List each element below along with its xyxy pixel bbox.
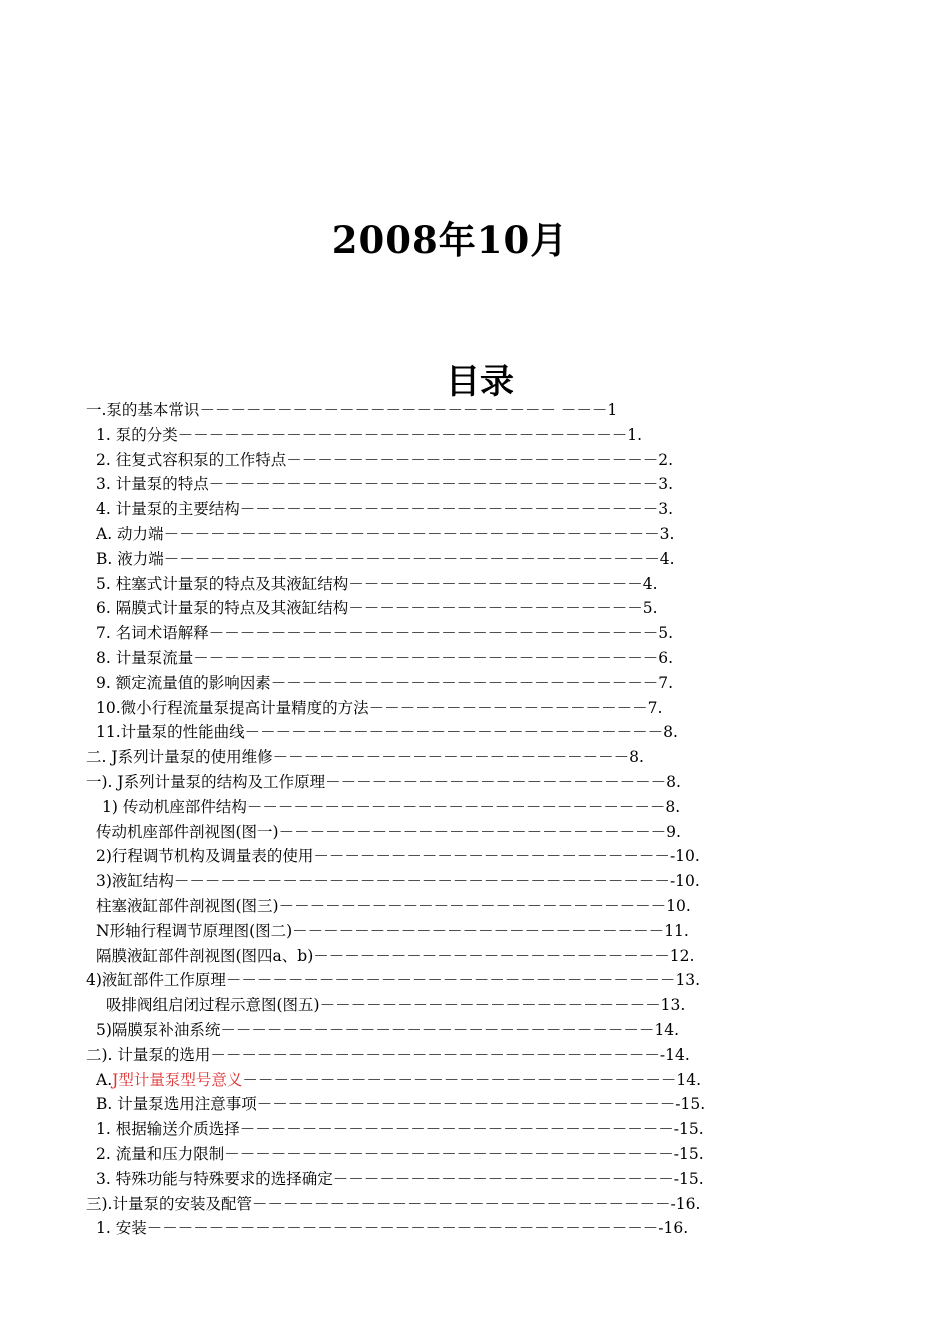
toc-page-number: -14. — [659, 1045, 690, 1064]
toc-entry[interactable] — [86, 1068, 786, 1093]
toc-leader-dashes: －－－－－－－－－－－－－－－－－－－－－－－－－－－－－ — [225, 971, 676, 990]
toc-leader-dashes: －－－－－－－－－－－－－－－－－－－－－－－ －－－ — [199, 401, 608, 419]
toc-entry[interactable] — [86, 696, 786, 721]
toc-entry-text: 11.计量泵的性能曲线 — [96, 723, 245, 742]
toc-entry-text: 二. J系列计量泵的使用维修 — [86, 748, 273, 767]
toc-entry-text: 2. 流量和压力限制 — [96, 1144, 225, 1163]
toc-leader-dashes: －－－－－－－－－－－－－－－－－－－－－－ — [325, 772, 667, 791]
toc-leader-dashes: －－－－－－－－－－－－－－－－－－－－－－－－－－－ — [246, 797, 666, 816]
toc-entry-text: 5. 柱塞式计量泵的特点及其液缸结构 — [96, 574, 349, 593]
toc-page-number: 8. — [666, 772, 681, 791]
toc-entry-text: 2)行程调节机构及调量表的使用 — [96, 847, 314, 866]
toc-page-number: 3. — [658, 475, 674, 494]
toc-leader-dashes: －－－－－－－－－－－－－－－－－－－－－－－－－－－－－－－－ — [173, 872, 670, 891]
toc-entry-text: 1. 安装 — [96, 1219, 147, 1238]
toc-entry-text: 吸排阀组启闭过程示意图(图五) — [106, 996, 320, 1015]
toc-leader-dashes: －－－－－－－－－－－－－－－－－－－－－－－－－－－－－ — [208, 475, 659, 494]
toc-entry[interactable] — [86, 646, 786, 671]
toc-page-number: 10. — [666, 896, 691, 915]
toc-entry-text: 1. 泵的分类 — [96, 425, 178, 444]
toc-entry[interactable] — [86, 497, 786, 522]
toc-entry[interactable] — [86, 572, 786, 597]
toc-leader-dashes: －－－－－－－－－－－－－－－－－－－－－－－－－－－ — [244, 723, 664, 742]
toc-entry[interactable] — [86, 1043, 786, 1068]
toc-entry[interactable] — [86, 1018, 786, 1043]
toc-entry[interactable] — [86, 745, 786, 770]
toc-leader-dashes: －－－－－－－－－－－－－－－－－－－ — [348, 599, 643, 618]
toc-entry[interactable] — [86, 1117, 786, 1142]
toc-leader-dashes: －－－－－－－－－－－－－－－－－－－－－－－－－－－－－ — [177, 425, 628, 444]
toc-leader-dashes: －－－－－－－－－－－－－－－－－－－－－－－－ — [286, 450, 659, 469]
toc-entry[interactable] — [86, 472, 786, 497]
toc-leader-dashes: －－－－－－－－－－－－－－－－－－－－－－－－－－－－ — [220, 1020, 655, 1039]
toc-page-number: -16. — [658, 1219, 689, 1238]
toc-entry[interactable] — [86, 1167, 786, 1192]
toc-page-number: -15. — [673, 1120, 704, 1139]
toc-page-number: 9. — [666, 822, 681, 841]
toc-entry[interactable] — [86, 1142, 786, 1167]
toc-entry-text: 一). J系列计量泵的结构及工作原理 — [86, 772, 326, 791]
toc-leader-dashes: －－－－－－－－－－－－－－－－－－－－－－ — [332, 1169, 674, 1188]
toc-entry-text: A. 动力端 — [96, 524, 164, 543]
toc-entry-text: 2. 往复式容积泵的工作特点 — [96, 450, 287, 469]
toc-entry[interactable] — [86, 894, 786, 919]
toc-entry-text: 7. 名词术语解释 — [96, 624, 209, 643]
toc-entry[interactable] — [86, 869, 786, 894]
toc-leader-dashes: －－－－－－－－－－－－－－－－－－－－－－－－－－－ — [256, 1095, 676, 1114]
toc-leader-dashes: －－－－－－－－－－－－－－－－－－－－－－－－－－－－－ — [208, 624, 659, 643]
table-of-contents — [86, 398, 786, 1241]
toc-page-number: 4. — [642, 574, 658, 593]
toc-entry-text: 隔膜液缸部件剖视图(图四a、b) — [96, 946, 314, 965]
toc-entry-text: 1) 传动机座部件结构 — [102, 797, 247, 816]
toc-page-number: 3. — [658, 500, 674, 519]
toc-leader-dashes: －－－－－－－－－－－－－－－－－－－－－－－－－ — [278, 822, 667, 841]
toc-entry-text: B. 液力端 — [96, 549, 164, 568]
toc-leader-dashes: －－－－－－－－－－－－－－－－－－－－－－－－－－－－－ — [210, 1045, 660, 1064]
toc-leader-dashes: －－－－－－－－－－－－－－－－－－－－－－－－－－－－ — [242, 1070, 677, 1089]
toc-page-number: 7. — [658, 673, 674, 692]
toc-entry-text: 传动机座部件剖视图(图一) — [96, 822, 279, 841]
toc-entry-text: 3. 特殊功能与特殊要求的选择确定 — [96, 1169, 333, 1188]
toc-entry[interactable] — [86, 968, 786, 993]
toc-leader-dashes: －－－－－－－－－－－－－－－－－－ — [368, 698, 648, 717]
toc-leader-dashes: －－－－－－－－－－－－－－－－－－－ — [348, 574, 643, 593]
toc-page-number: 13. — [675, 971, 701, 990]
toc-page-number: 11. — [664, 921, 689, 940]
toc-leader-dashes: －－－－－－－－－－－－－－－－－－－－－－－－－－－－－－－－ — [163, 524, 660, 543]
toc-entry[interactable] — [86, 770, 786, 795]
toc-entry[interactable] — [86, 596, 786, 621]
toc-entry-text: 4)液缸部件工作原理 — [86, 971, 226, 990]
toc-entry[interactable] — [86, 820, 786, 845]
toc-page-number: 7. — [647, 698, 663, 717]
toc-page-number: -15. — [675, 1095, 706, 1114]
toc-page-number: 5. — [658, 624, 674, 643]
toc-entry-text: B. 计量泵选用注意事项 — [96, 1095, 257, 1114]
toc-entry-text: 柱塞液缸部件剖视图(图三) — [96, 896, 279, 915]
toc-entry[interactable] — [86, 547, 786, 572]
toc-page-number: 8. — [629, 748, 644, 767]
toc-leader-dashes: －－－－－－－－－－－－－－－－－－－－－－ — [319, 996, 661, 1015]
date-heading: 2008年10月 — [331, 218, 569, 262]
toc-entry[interactable] — [86, 423, 786, 448]
toc-page-number: 13. — [660, 996, 686, 1015]
toc-entry-text: 二). 计量泵的选用 — [86, 1045, 211, 1064]
toc-page-number: -15. — [673, 1144, 704, 1163]
toc-entry-text: 6. 隔膜式计量泵的特点及其液缸结构 — [96, 599, 349, 618]
toc-entry[interactable] — [86, 919, 786, 944]
toc-entry[interactable] — [86, 944, 786, 969]
toc-leader-dashes: －－－－－－－－－－－－－－－－－－－－－－－－－－－－－－－－ — [163, 549, 660, 568]
toc-entry-text: 1. 根据输送介质选择 — [96, 1120, 240, 1139]
toc-leader-dashes: －－－－－－－－－－－－－－－－－－－－－－－－－－－－－－－－－ — [146, 1219, 659, 1238]
toc-leader-dashes: －－－－－－－－－－－－－－－－－－－－－－－－－ — [270, 673, 659, 692]
toc-page-number: -16. — [670, 1194, 701, 1213]
toc-entry[interactable] — [86, 448, 786, 473]
toc-entry[interactable] — [86, 1092, 786, 1117]
toc-entry[interactable] — [86, 621, 786, 646]
toc-page-number: 1. — [627, 425, 643, 444]
toc-page-number: 8. — [663, 723, 678, 742]
toc-leader-dashes: －－－－－－－－－－－－－－－－－－－－－－－－－ — [278, 896, 667, 915]
toc-entry[interactable] — [86, 844, 786, 869]
toc-leader-dashes: －－－－－－－－－－－－－－－－－－－－－－－－－－－－ — [239, 1120, 674, 1139]
toc-entry-text: 3)液缸结构 — [96, 872, 174, 891]
toc-page-number: 4. — [659, 549, 675, 568]
toc-entry[interactable] — [86, 993, 786, 1018]
toc-entry-text: 9. 额定流量值的影响因素 — [96, 673, 271, 692]
toc-leader-dashes: －－－－－－－－－－－－－－－－－－－－－－－－－－－－－－ — [193, 648, 659, 667]
toc-page-number: 2. — [658, 450, 674, 469]
toc-entry-text: 3. 计量泵的特点 — [96, 475, 209, 494]
toc-entry[interactable] — [86, 720, 786, 745]
toc-leader-dashes: －－－－－－－－－－－－－－－－－－－－－－－ — [272, 748, 630, 767]
toc-leader-dashes: －－－－－－－－－－－－－－－－－－－－－－－－－－－ — [251, 1194, 671, 1213]
toc-page-number: 14. — [654, 1020, 680, 1039]
toc-page-number: 12. — [669, 946, 695, 965]
toc-entry-text: 10.微小行程流量泵提高计量精度的方法 — [96, 698, 369, 717]
toc-entry[interactable] — [86, 795, 786, 820]
toc-entry-text: 8. 计量泵流量 — [96, 648, 194, 667]
toc-page-number: 1 — [607, 401, 618, 419]
toc-entry-text: 三).计量泵的安装及配管 — [86, 1194, 252, 1213]
toc-entry-text: A. — [96, 1070, 113, 1089]
toc-leader-dashes: －－－－－－－－－－－－－－－－－－－－－－－ — [313, 847, 670, 866]
toc-entry[interactable] — [86, 1192, 786, 1217]
toc-entry[interactable] — [86, 522, 786, 547]
toc-entry-text: 一.泵的基本常识 — [86, 401, 200, 419]
toc-entry-text-highlight: J型计量泵型号意义 — [112, 1070, 243, 1089]
toc-page-number: 5. — [642, 599, 658, 618]
toc-title: 目录 — [446, 362, 514, 402]
toc-entry-text: 4. 计量泵的主要结构 — [96, 500, 240, 519]
toc-page-number: -10. — [669, 872, 700, 891]
toc-leader-dashes: －－－－－－－－－－－－－－－－－－－－－－－－ — [292, 921, 665, 940]
toc-entry[interactable] — [86, 398, 786, 423]
toc-leader-dashes: －－－－－－－－－－－－－－－－－－－－－－－ — [313, 946, 670, 965]
toc-leader-dashes: －－－－－－－－－－－－－－－－－－－－－－－－－－－－－ — [224, 1144, 674, 1163]
toc-page-number: 14. — [676, 1070, 702, 1089]
toc-leader-dashes: －－－－－－－－－－－－－－－－－－－－－－－－－－－ — [239, 500, 659, 519]
toc-page-number: -10. — [669, 847, 700, 866]
toc-entry-text: N形轴行程调节原理图(图二) — [96, 921, 293, 940]
toc-entry-text: 5)隔膜泵补油系统 — [96, 1020, 221, 1039]
toc-entry[interactable] — [86, 1216, 786, 1241]
toc-entry[interactable] — [86, 671, 786, 696]
toc-page-number: -15. — [673, 1169, 704, 1188]
toc-page-number: 8. — [665, 797, 681, 816]
toc-page-number: 3. — [659, 524, 675, 543]
toc-page-number: 6. — [658, 648, 674, 667]
